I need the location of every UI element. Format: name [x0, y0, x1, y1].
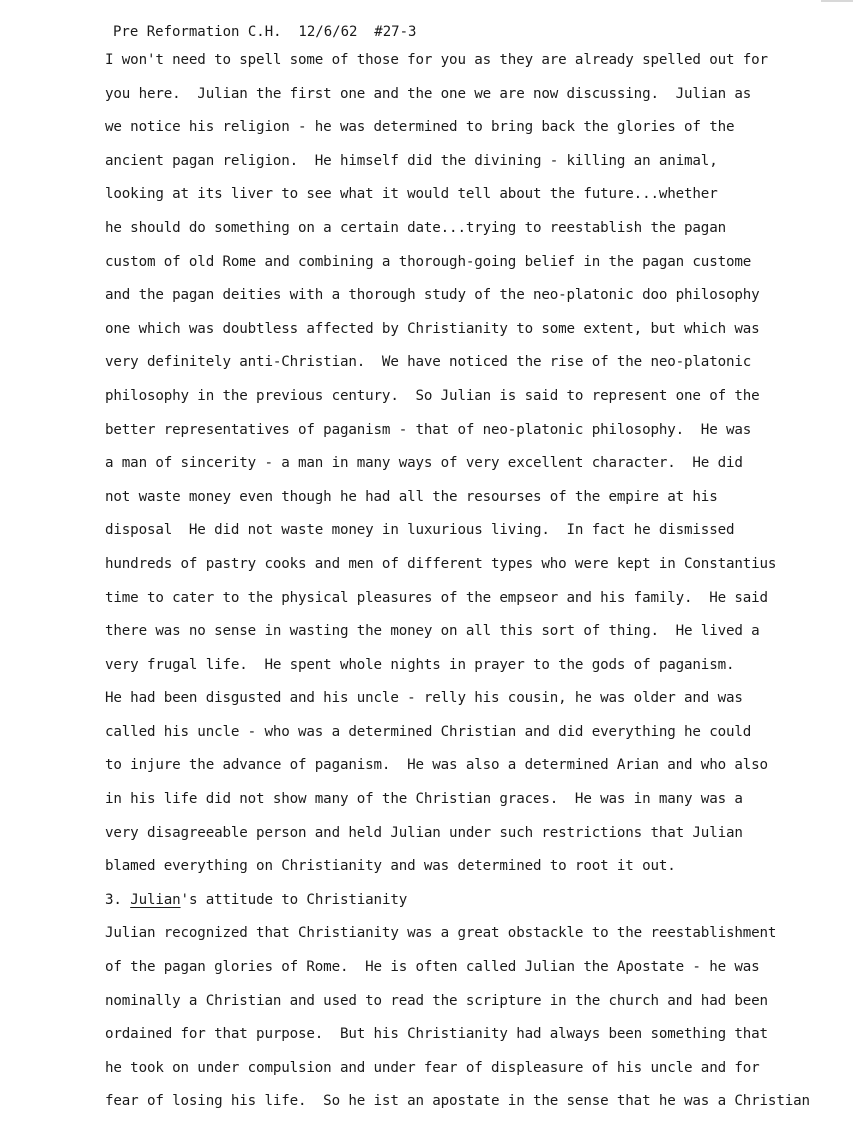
- section-number: 3.: [105, 891, 131, 908]
- text-line: very frugal life. He spent whole nights in prayer to the gods of paganism.: [105, 656, 735, 673]
- text-line: very definitely anti-Christian. We have noticed the rise of the neo-platonic: [105, 354, 752, 371]
- text-line: custom of old Rome and combining a thorough-going belief in the pagan custome: [105, 253, 752, 270]
- text-line: blamed everything on Christianity and was determined to root it out.: [105, 858, 676, 875]
- page-corner-mark: [821, 0, 853, 2]
- section-heading-underlined: Julian: [130, 891, 181, 908]
- text-line: to injure the advance of paganism. He was also a determined Arian and who also: [105, 757, 768, 774]
- text-line: ancient pagan religion. He himself did the divining - killing an animal,: [105, 152, 718, 169]
- section-heading-rest: 's attitude to Christianity: [180, 891, 408, 908]
- text-line: I won't need to spell some of those for you as they are already spelled out for: [105, 52, 768, 68]
- section-heading: [105, 888, 845, 922]
- text-line: disposal He did not waste money in luxurious living. In fact he dismissed: [105, 522, 735, 539]
- text-line: not waste money even though he had all the resourses of the empire at his: [105, 488, 718, 505]
- text-line: of the pagan glories of Rome. He is often called Julian the Apostate - he was: [105, 959, 760, 976]
- text-line: looking at its liver to see what it would tell about the future...whether: [105, 186, 718, 203]
- text-line: he should do something on a certain date...trying to reestablish the pagan: [105, 219, 726, 236]
- text-line: and the pagan deities with a thorough study of the neo-platonic doo philosophy: [105, 287, 760, 304]
- text-line: philosophy in the previous century. So Julian is said to represent one of the: [105, 387, 760, 404]
- text-line: hundreds of pastry cooks and men of different types who were kept in Constantius: [105, 555, 777, 572]
- text-line: time to cater to the physical pleasures of the empseor and his family. He said: [105, 589, 768, 606]
- text-line: a man of sincerity - a man in many ways of very excellent character. He did: [105, 455, 743, 472]
- page-header: Pre Reformation C.H. 12/6/62 #27-3: [113, 24, 417, 40]
- text-line: he took on under compulsion and under fear of displeasure of his uncle and for: [105, 1059, 760, 1076]
- text-line: one which was doubtless affected by Christianity to some extent, but which was: [105, 320, 760, 337]
- text-line: He had been disgusted and his uncle - relly his cousin, he was older and was: [105, 690, 743, 707]
- text-line: called his uncle - who was a determined Christian and did everything he could: [105, 723, 752, 740]
- text-line: you here. Julian the first one and the one we are now discussing. Julian as: [105, 85, 752, 102]
- text-line: better representatives of paganism - that of neo-platonic philosophy. He was: [105, 421, 752, 438]
- text-line: fear of losing his life. So he ist an apostate in the sense that he was a Christian: [105, 1093, 810, 1110]
- text-line: there was no sense in wasting the money on all this sort of thing. He lived a: [105, 623, 760, 640]
- text-line: we notice his religion - he was determined to bring back the glories of the: [105, 119, 735, 136]
- text-line: in his life did not show many of the Christian graces. He was in many was a: [105, 791, 743, 808]
- text-line: ordained for that purpose. But his Christianity had always been something that: [105, 1026, 768, 1043]
- text-line: nominally a Christian and used to read the scripture in the church and had been: [105, 992, 768, 1009]
- text-line: Julian recognized that Christianity was a great obstackle to the reestablishment: [105, 925, 777, 942]
- text-line: very disagreeable person and held Julian under such restrictions that Julian: [105, 824, 743, 841]
- body-text: [105, 48, 845, 1123]
